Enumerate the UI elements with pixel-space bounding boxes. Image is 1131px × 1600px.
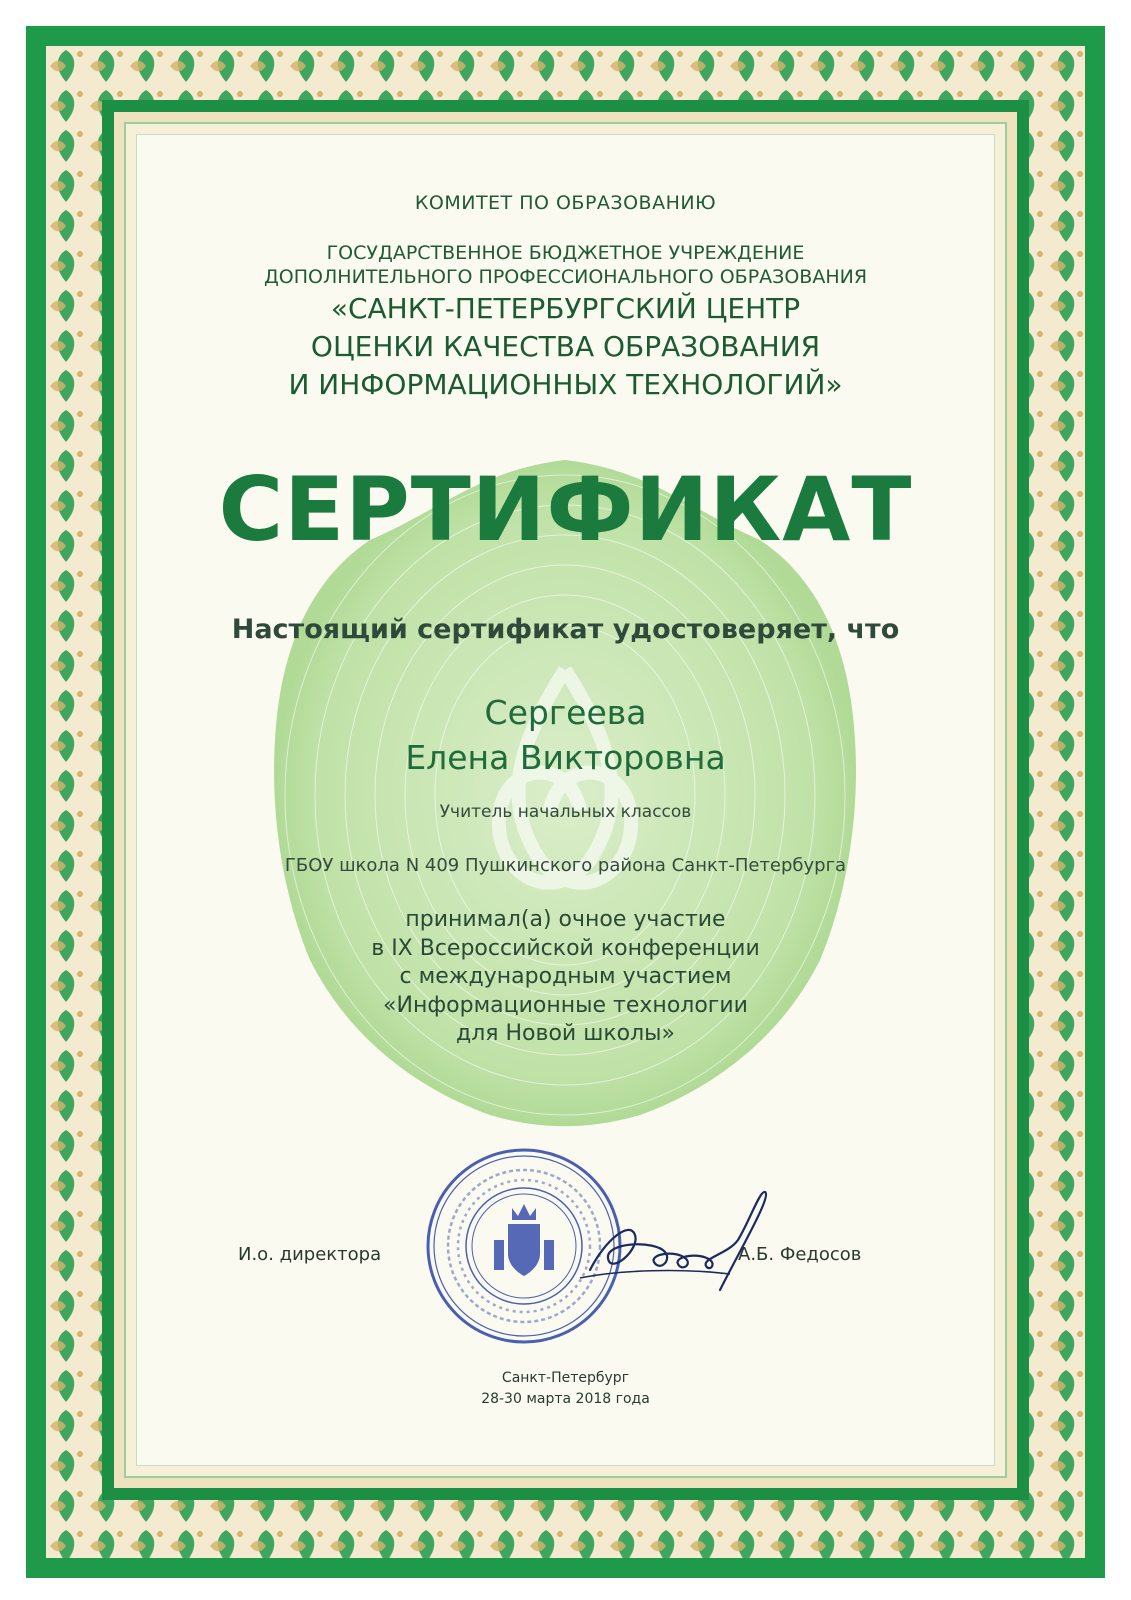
handwritten-signature bbox=[560, 1180, 780, 1300]
participation-line: принимал(а) очное участие bbox=[405, 907, 726, 932]
recipient-given-names: Елена Викторовна bbox=[405, 738, 726, 777]
participation-line: «Информационные технологии bbox=[383, 992, 748, 1018]
recipient-name bbox=[136, 690, 995, 780]
signer-title: И.о. директора bbox=[238, 1244, 382, 1265]
issue-city: Санкт-Петербург bbox=[501, 1370, 630, 1386]
certificate-intro: Настоящий сертификат удостоверяет, что bbox=[231, 614, 900, 645]
issue-date: 28-30 марта 2018 года bbox=[481, 1391, 650, 1407]
organization-name bbox=[136, 290, 995, 404]
participation-line: для Новой школы» bbox=[456, 1021, 675, 1046]
organization-type bbox=[136, 241, 995, 289]
recipient-position: Учитель начальных классов bbox=[439, 802, 692, 822]
certificate-title: СЕРТИФИКАТ bbox=[218, 458, 913, 561]
organization-name-line: «САНКТ-ПЕТЕРБУРГСКИЙ ЦЕНТР bbox=[330, 292, 801, 325]
recipient-school: ГБОУ школа N 409 Пушкинского района Санкт-Петербурга bbox=[284, 855, 847, 876]
organization-name-line: И ИНФОРМАЦИОННЫХ ТЕХНОЛОГИЙ» bbox=[288, 368, 843, 401]
organization-name-line: ОЦЕНКИ КАЧЕСТВА ОБРАЗОВАНИЯ bbox=[310, 330, 821, 363]
participation-line: с международным участием bbox=[399, 964, 732, 989]
coat-of-arms-icon bbox=[494, 1204, 554, 1276]
organization-line: ДОПОЛНИТЕЛЬНОГО ПРОФЕССИОНАЛЬНОГО ОБРАЗОВАНИЯ bbox=[263, 266, 868, 288]
signer-name: А.Б. Федосов bbox=[738, 1244, 862, 1265]
organization-line: ГОСУДАРСТВЕННОЕ БЮДЖЕТНОЕ УЧРЕЖДЕНИЕ bbox=[326, 242, 805, 264]
issue-place-date bbox=[136, 1368, 995, 1410]
recipient-surname: Сергеева bbox=[484, 693, 647, 732]
committee-name: КОМИТЕТ ПО ОБРАЗОВАНИЮ bbox=[414, 192, 717, 214]
participation-statement bbox=[136, 906, 995, 1049]
participation-line: в IX Всероссийской конференции bbox=[371, 935, 760, 961]
